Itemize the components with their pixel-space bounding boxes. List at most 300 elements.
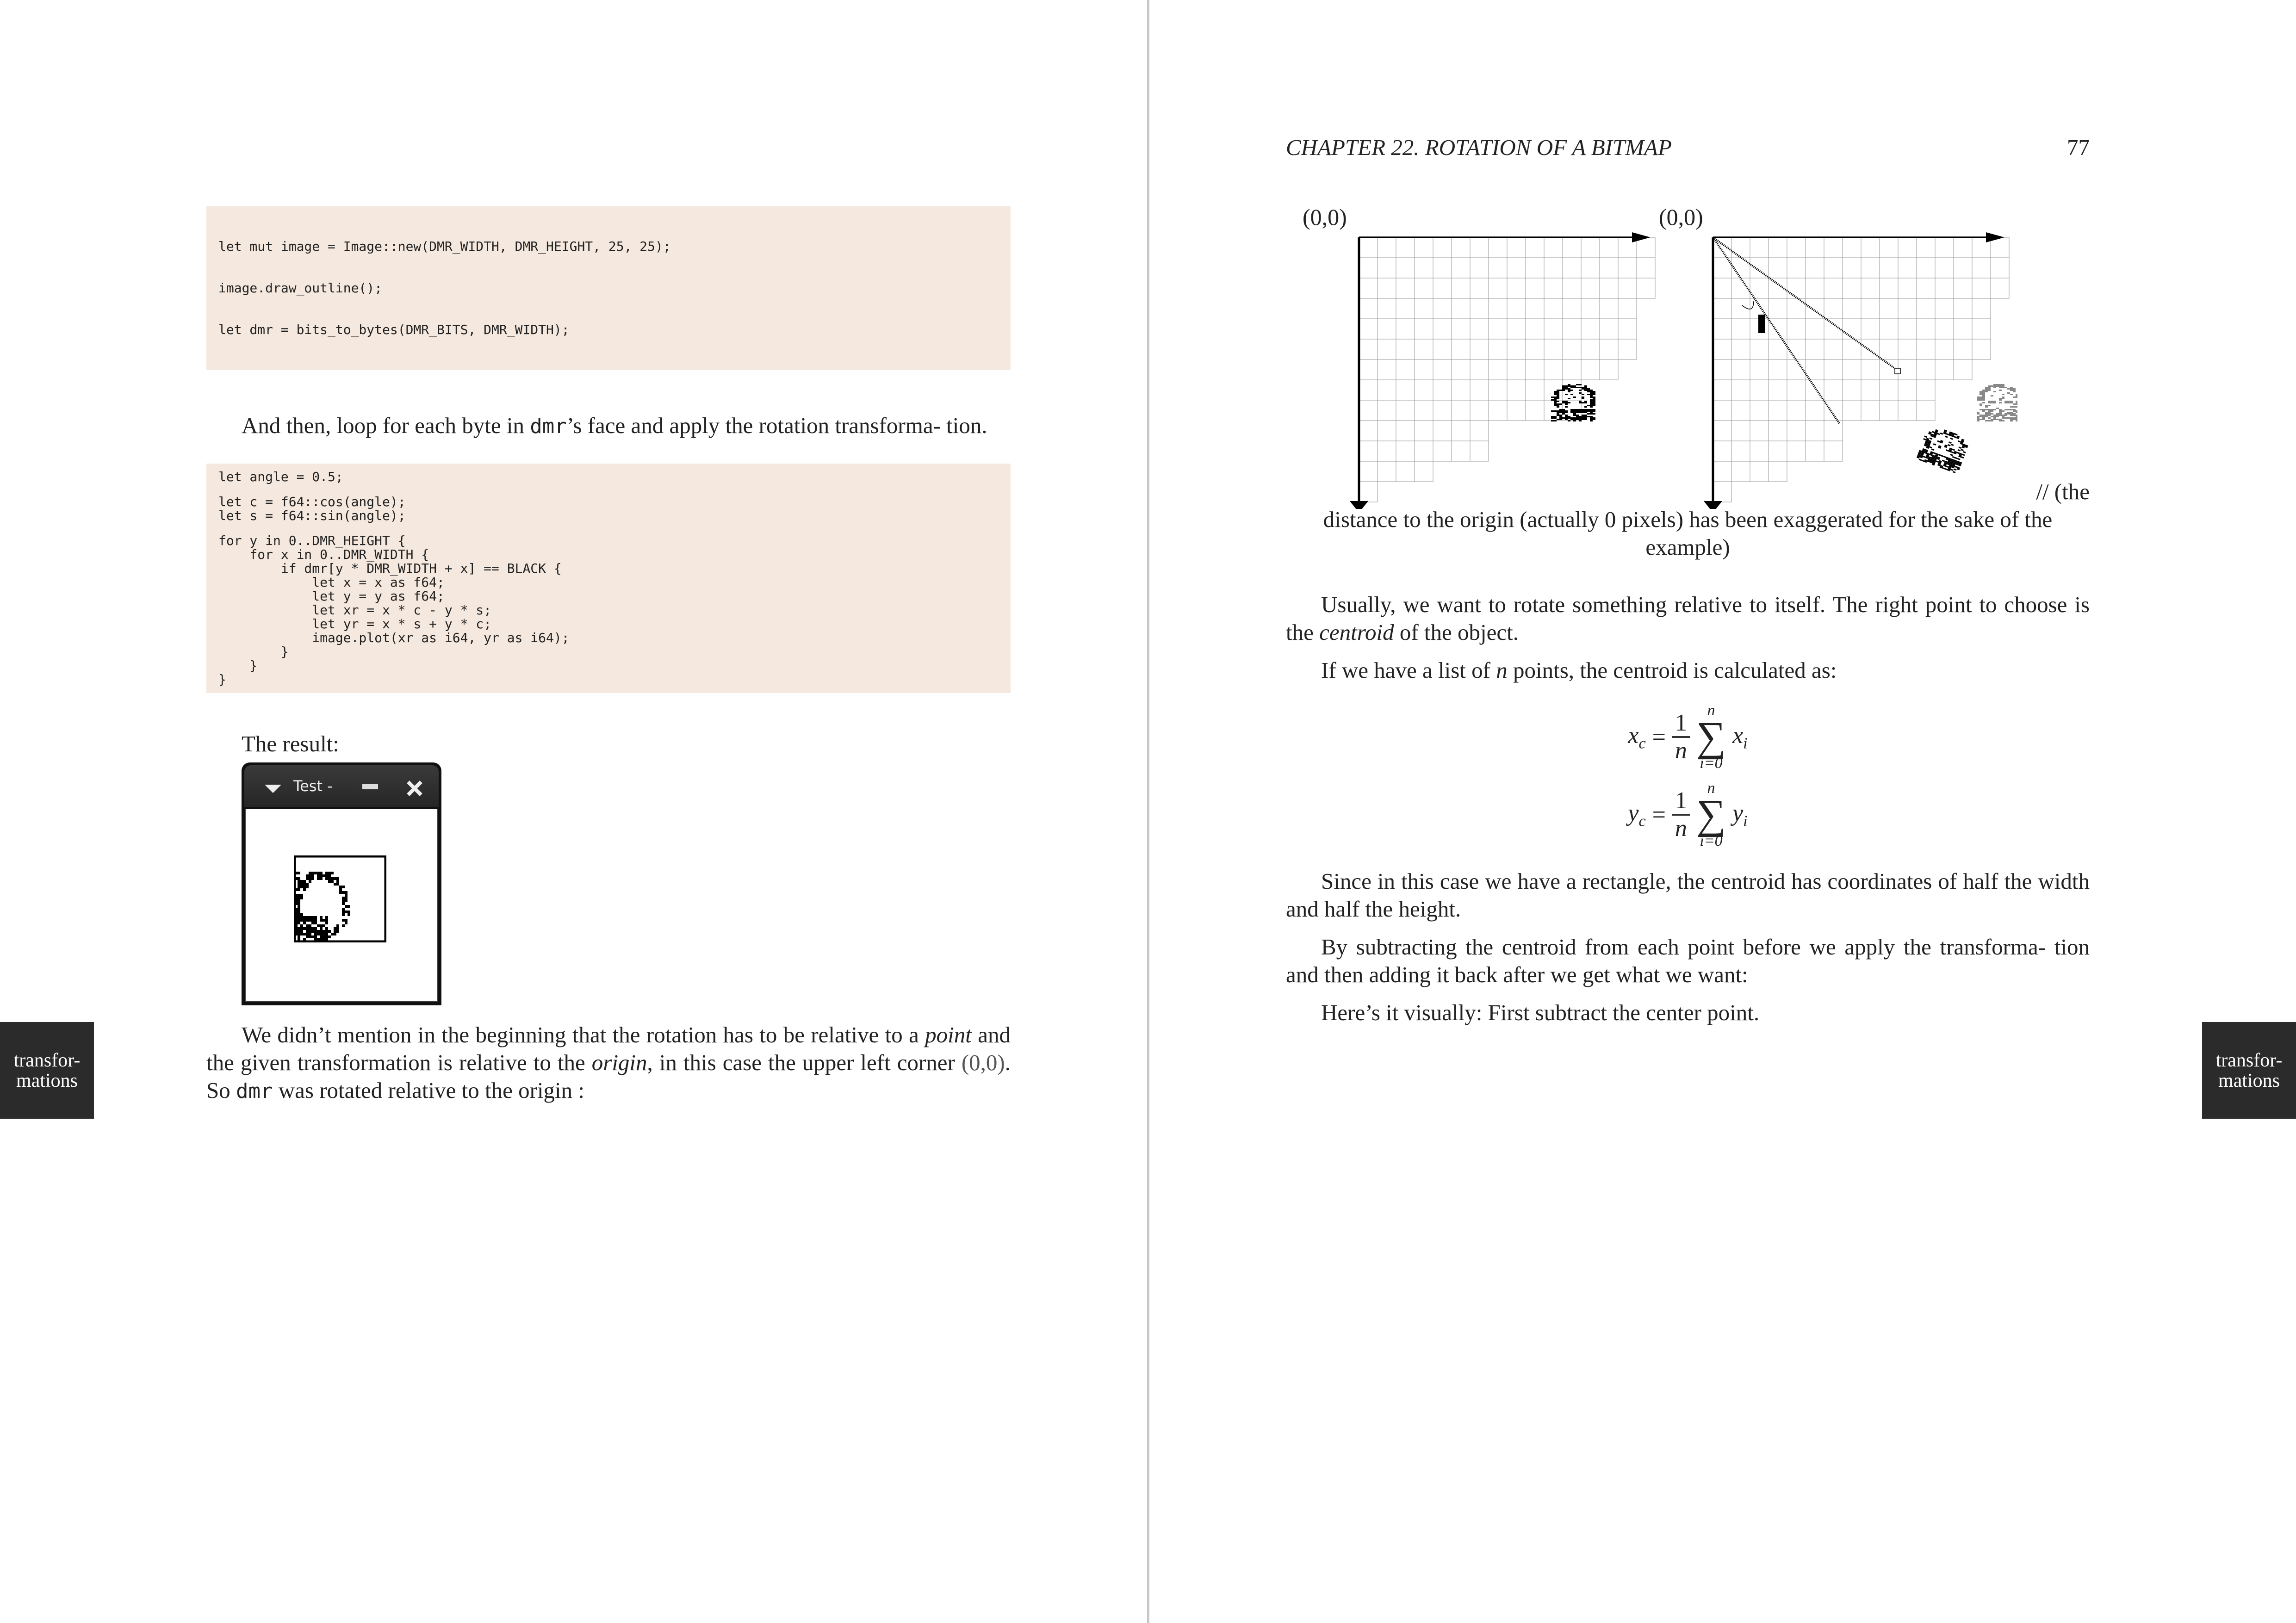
side-tab-right[interactable]: transfor- mations <box>2202 1022 2296 1119</box>
grid-cell <box>1470 278 1489 298</box>
grid-cell <box>1750 421 1769 441</box>
grid-cell <box>1880 237 1898 258</box>
code-gap <box>218 484 999 495</box>
grid-cell <box>1954 278 1972 298</box>
paragraph-origin <box>206 1021 1011 1105</box>
grid-cell <box>1433 441 1452 461</box>
math-sub: i <box>1743 812 1748 830</box>
grid-cell <box>1600 359 1618 380</box>
grid-cell <box>1713 339 1731 359</box>
math-sub: c <box>1638 735 1646 752</box>
grid-cell <box>1526 400 1544 421</box>
distance-line-rotated <box>1713 237 1839 423</box>
grid-cell <box>1787 400 1806 421</box>
grid-cell <box>1396 258 1415 278</box>
grid-cell <box>1824 421 1843 441</box>
grid-cell <box>1359 400 1378 421</box>
grid-cell <box>1972 339 1991 359</box>
grid-cell <box>1787 278 1806 298</box>
grid-cell <box>1378 421 1396 441</box>
grid-cell <box>1787 319 1806 339</box>
grid-cell <box>1861 400 1880 421</box>
grid-cell <box>1769 359 1787 380</box>
grid-cell <box>1415 339 1433 359</box>
grid-cell <box>1750 339 1769 359</box>
grid-cell <box>1861 380 1880 400</box>
grid-cell <box>1433 319 1452 339</box>
grid-cell <box>1433 339 1452 359</box>
grid-cell <box>1563 298 1581 319</box>
grid-cell <box>1917 298 1935 319</box>
angle-marker <box>1758 315 1765 333</box>
grid-cell <box>1917 319 1935 339</box>
grid-cell <box>1489 278 1507 298</box>
grid-cell <box>1359 421 1378 441</box>
x-axis-arrow-icon <box>1632 232 1651 242</box>
grid-cell <box>1359 339 1378 359</box>
grid-cell <box>1396 319 1415 339</box>
grid-cell <box>1824 237 1843 258</box>
right-page-content <box>1286 478 2090 1027</box>
grid-cell <box>1935 278 1954 298</box>
grid-cell <box>1787 421 1806 441</box>
grid-cell <box>1433 421 1452 441</box>
grid-cell <box>1378 319 1396 339</box>
side-tab-left[interactable]: transfor- mations <box>0 1022 94 1119</box>
distance-line-original <box>1713 237 1897 370</box>
grid-cell <box>1843 298 1861 319</box>
numerator: 1 <box>1672 788 1690 816</box>
grid-cell <box>1806 258 1824 278</box>
code-block-1 <box>206 206 1011 370</box>
grid-cell <box>1713 400 1731 421</box>
x-axis-arrow-icon <box>1986 232 2004 242</box>
grid-cell <box>1991 258 2009 278</box>
math-var: y <box>1732 799 1744 826</box>
grid-cell <box>1433 380 1452 400</box>
grid-cell <box>1415 421 1433 441</box>
emphasis: point <box>925 1022 972 1047</box>
grid-cell <box>1470 421 1489 441</box>
text: was rotated relative to the origin : <box>273 1078 585 1103</box>
grid-cell <box>1563 258 1581 278</box>
grid-cell <box>1526 380 1544 400</box>
grid-cell <box>1898 258 1917 278</box>
code-line: let y = y as f64; <box>218 588 445 604</box>
grid-cell <box>1731 441 1750 461</box>
grid-cell <box>1581 359 1600 380</box>
grid-cell <box>1415 380 1433 400</box>
grid-cell <box>1359 359 1378 380</box>
grid-cell <box>1581 298 1600 319</box>
sum-icon: ∑ <box>1696 792 1726 837</box>
page-divider <box>1147 0 1149 1623</box>
grid-cell <box>1600 339 1618 359</box>
grid-cell <box>1898 359 1917 380</box>
grid-cell <box>1954 319 1972 339</box>
grid-cell <box>1359 319 1378 339</box>
grid-cell <box>1563 319 1581 339</box>
code-line: for y in 0..DMR_HEIGHT { <box>218 533 406 548</box>
grid-cell <box>1731 421 1750 441</box>
grid-cell <box>1581 278 1600 298</box>
grid-cell <box>1618 298 1637 319</box>
grid-cell <box>1378 258 1396 278</box>
grid-cell <box>1731 400 1750 421</box>
sum-icon: ∑ <box>1696 714 1726 760</box>
grid-cell <box>1917 258 1935 278</box>
grid-cell <box>1898 298 1917 319</box>
grid-cell <box>1433 278 1452 298</box>
close-icon[interactable] <box>406 780 423 797</box>
code-line: let mut image = Image::new(DMR_WIDTH, DMR_HEIGHT, 25, 25); <box>218 239 671 254</box>
code-line: let c = f64::cos(angle); <box>218 494 406 509</box>
text: By subtracting the centroid from each point before we apply the transforma- tion and then adding it back after we get what we want: <box>1286 934 2090 987</box>
grid-cell <box>1378 380 1396 400</box>
grid-cell <box>1378 359 1396 380</box>
text: . So <box>206 1050 1011 1103</box>
grid-cell <box>1396 421 1415 441</box>
grid-cell <box>1544 298 1563 319</box>
grid-cell <box>1787 237 1806 258</box>
code-line: for x in 0..DMR_WIDTH { <box>218 547 429 562</box>
grid-cell <box>1991 278 2009 298</box>
grid-cell <box>1396 359 1415 380</box>
window-title: Test - <box>293 777 333 795</box>
grid-cell <box>1972 278 1991 298</box>
grid-cell <box>1843 380 1861 400</box>
grid-cell <box>1935 359 1954 380</box>
grid-cell <box>1507 237 1526 258</box>
window-titlebar[interactable] <box>244 765 439 807</box>
grid-cell <box>1396 278 1415 298</box>
grid-cell <box>1769 380 1787 400</box>
grid-cell <box>1396 441 1415 461</box>
grid-cell <box>1378 237 1396 258</box>
grid-cell <box>1843 237 1861 258</box>
text: , in this case the upper left corner <box>647 1050 962 1075</box>
origin-label-right: (0,0) <box>1659 204 1703 230</box>
code-line: let yr = x * s + y * c; <box>218 616 492 632</box>
text: Usually, we want to rotate something relative to itself. The right point to choose is the <box>1286 592 2090 645</box>
grid-cell <box>1880 278 1898 298</box>
code-gap <box>218 523 999 534</box>
code-line: let x = x as f64; <box>218 575 445 590</box>
grid-cell <box>1954 298 1972 319</box>
grid-cell <box>1396 400 1415 421</box>
grid-cell <box>1415 319 1433 339</box>
grid-cell <box>1972 298 1991 319</box>
grid-cell <box>1489 298 1507 319</box>
paragraph-list <box>1286 657 2090 684</box>
grid-cell <box>1452 237 1470 258</box>
grid-cell <box>1359 278 1378 298</box>
grid-cell <box>1415 441 1433 461</box>
grid-cell <box>1507 400 1526 421</box>
sum-upper: n <box>1707 702 1715 719</box>
grid-cell <box>1843 359 1861 380</box>
grid-cell <box>1935 298 1954 319</box>
grid-cell <box>1378 441 1396 461</box>
grid-cell <box>1359 380 1378 400</box>
grid-cell <box>1972 258 1991 278</box>
grid-cell <box>1769 441 1787 461</box>
rotation-figure <box>1342 222 2017 509</box>
grid-cell <box>1507 339 1526 359</box>
grid-cell <box>1452 339 1470 359</box>
grid-cell <box>1935 319 1954 339</box>
grid-cell <box>1526 298 1544 319</box>
text: Since in this case we have a rectangle, the centroid has coordinates of half the width and half the height. <box>1286 868 2090 922</box>
grid-cell <box>1415 400 1433 421</box>
grid-cell <box>1843 319 1861 339</box>
grid-cell <box>1917 339 1935 359</box>
grid-cell <box>1415 359 1433 380</box>
denominator: n <box>1675 815 1687 842</box>
code-line: if dmr[y * DMR_WIDTH + x] == BLACK { <box>218 561 562 576</box>
text: ’s face and apply the rotation transforma- tion. <box>566 413 987 438</box>
grid-cell <box>1713 380 1731 400</box>
grid-cell <box>1433 400 1452 421</box>
grid-cell <box>1769 258 1787 278</box>
grid-cell <box>1507 258 1526 278</box>
grid-cell <box>1750 380 1769 400</box>
emphasis: origin <box>591 1050 647 1075</box>
grid-cell <box>1396 339 1415 359</box>
text: Here’s it visually: First subtract the center point. <box>1321 1000 1760 1025</box>
grid-cell <box>1843 258 1861 278</box>
formula-yc <box>1286 781 2090 849</box>
origin-label-left: (0,0) <box>1303 204 1347 230</box>
grid-cell <box>1935 258 1954 278</box>
face-bitmap <box>1551 384 1595 421</box>
grid-cell <box>1489 319 1507 339</box>
grid-cell <box>1415 258 1433 278</box>
grid-cell <box>1526 237 1544 258</box>
triangle-down-icon[interactable] <box>265 785 281 794</box>
grid-cell <box>1787 441 1806 461</box>
grid-cell <box>1806 400 1824 421</box>
point-marker <box>1895 368 1900 374</box>
grid-cell <box>1713 278 1731 298</box>
grid-cell <box>1470 339 1489 359</box>
grid-cell <box>1470 258 1489 278</box>
grid-cell <box>1507 380 1526 400</box>
grid-cell <box>1824 298 1843 319</box>
grid-cell <box>1452 441 1470 461</box>
grid-cell <box>1769 400 1787 421</box>
grid-cell <box>1713 359 1731 380</box>
grid-cell <box>1917 400 1935 421</box>
grid-cell <box>1470 359 1489 380</box>
grid-cell <box>1843 278 1861 298</box>
grid-cell <box>1489 380 1507 400</box>
grid-cell <box>1618 278 1637 298</box>
grid-cell <box>1750 237 1769 258</box>
chapter-header: CHAPTER 22. ROTATION OF A BITMAP <box>1286 135 1672 160</box>
grid-cell <box>1806 421 1824 441</box>
grid-left <box>1350 232 1655 509</box>
paragraph-visual <box>1286 999 2090 1027</box>
grid-cell <box>1954 359 1972 380</box>
grid-cell <box>1470 441 1489 461</box>
grid-cell <box>1470 319 1489 339</box>
grid-cell <box>1396 380 1415 400</box>
grid-cell <box>1880 298 1898 319</box>
grid-cell <box>1806 319 1824 339</box>
code-line: let dmr = bits_to_bytes(DMR_BITS, DMR_WIDTH); <box>218 322 570 337</box>
grid-cell <box>1637 278 1655 298</box>
math-sub: c <box>1638 812 1646 830</box>
grid-cell <box>1470 298 1489 319</box>
grid-cell <box>1824 319 1843 339</box>
grid-cell <box>1452 278 1470 298</box>
text: points, the centroid is calculated as: <box>1507 657 1837 683</box>
grid-cell <box>1452 319 1470 339</box>
grid-cell <box>1731 359 1750 380</box>
grid-cell <box>1563 339 1581 359</box>
paragraph-rectangle <box>1286 867 2090 923</box>
grid-cell <box>1452 421 1470 441</box>
result-label: The result: <box>242 731 339 756</box>
grid-cell <box>1880 380 1898 400</box>
grid-cell <box>1843 400 1861 421</box>
grid-cell <box>1415 237 1433 258</box>
math-var: x <box>1628 722 1639 749</box>
grid-cell <box>1452 359 1470 380</box>
grid-cell <box>1861 298 1880 319</box>
inline-code: dmr <box>236 1079 273 1103</box>
grid-cell <box>1861 258 1880 278</box>
test-window <box>242 762 441 1005</box>
minimize-icon[interactable] <box>362 784 378 789</box>
text: And then, loop for each byte in <box>242 413 530 438</box>
grid-cell <box>1880 319 1898 339</box>
grid-cell <box>1526 319 1544 339</box>
grid-cell <box>1713 421 1731 441</box>
grid-cell <box>1526 278 1544 298</box>
left-page-content <box>206 206 1011 1105</box>
grid-cell <box>1637 258 1655 278</box>
grid-cell <box>1824 278 1843 298</box>
grid-cell <box>1769 298 1787 319</box>
grid-cell <box>1750 359 1769 380</box>
grid-cell <box>1378 339 1396 359</box>
grid-cell <box>1861 359 1880 380</box>
formula-xc <box>1286 703 2090 771</box>
sum-upper: n <box>1707 780 1715 797</box>
grid-cell <box>1917 237 1935 258</box>
grid-cell <box>1600 319 1618 339</box>
caption-line-2: distance to the origin (actually 0 pixels) has been exaggerated for the sake of the <box>1323 507 2053 532</box>
grid-cell <box>1618 339 1637 359</box>
code-line: } <box>218 672 226 687</box>
grid-cell <box>1470 380 1489 400</box>
grid-cell <box>1359 441 1378 461</box>
code-line: let s = f64::sin(angle); <box>218 508 406 523</box>
paragraph-subtract <box>1286 933 2090 989</box>
code-line: } <box>218 658 258 673</box>
grid-cell <box>1843 339 1861 359</box>
grid-cell <box>1898 237 1917 258</box>
grid-cell <box>1544 339 1563 359</box>
grid-cell <box>1898 278 1917 298</box>
grid-cell <box>1433 237 1452 258</box>
code-line: image.plot(xr as i64, yr as i64); <box>218 630 570 645</box>
grid-cell <box>1806 237 1824 258</box>
text: and the given transformation is relative to the <box>206 1022 1011 1075</box>
grid-cell <box>1581 258 1600 278</box>
grid-cell <box>1954 237 1972 258</box>
grid-cell <box>1452 298 1470 319</box>
emphasis: centroid <box>1319 619 1394 645</box>
angle-arc <box>1742 301 1754 309</box>
code-line: let xr = x * c - y * s; <box>218 602 492 618</box>
grid-cell <box>1507 278 1526 298</box>
grid-cell <box>1581 237 1600 258</box>
grid-cell <box>1359 258 1378 278</box>
grid-cell <box>1507 359 1526 380</box>
grid-cell <box>1898 339 1917 359</box>
grid-cell <box>1713 319 1731 339</box>
grid-cell <box>1787 298 1806 319</box>
grid-cell <box>1544 319 1563 339</box>
grid-cell <box>1563 237 1581 258</box>
grid-cell <box>1378 278 1396 298</box>
equals-sign: = <box>1652 724 1666 750</box>
sum-lower: i=0 <box>1700 755 1723 772</box>
grid-cell <box>1563 278 1581 298</box>
grid-cell <box>1396 237 1415 258</box>
grid-cell <box>1935 339 1954 359</box>
grid-cell <box>1489 237 1507 258</box>
grid-cell <box>1880 400 1898 421</box>
grid-cell <box>1917 359 1935 380</box>
grid-cell <box>1898 319 1917 339</box>
grid-cell <box>1600 278 1618 298</box>
grid-cell <box>1470 237 1489 258</box>
grid-cell <box>1861 237 1880 258</box>
caption-line-1: // (the <box>2036 479 2090 504</box>
grid-cell <box>1731 319 1750 339</box>
grid-cell <box>1359 298 1378 319</box>
grid-cell <box>1824 441 1843 461</box>
grid-cell <box>1415 278 1433 298</box>
page-number: 77 <box>2067 135 2090 160</box>
denominator: n <box>1675 737 1687 764</box>
grid-cell <box>1731 380 1750 400</box>
grid-cell <box>1378 298 1396 319</box>
text: If we have a list of <box>1321 657 1496 683</box>
grid-cell <box>1824 400 1843 421</box>
grid-cell <box>1544 278 1563 298</box>
window-canvas <box>245 809 438 1002</box>
grid-cell <box>1526 339 1544 359</box>
grid-cell <box>1972 319 1991 339</box>
grid-cell <box>1433 359 1452 380</box>
rotated-face-bitmap <box>294 855 386 942</box>
grid-cell <box>1489 258 1507 278</box>
face-bitmap <box>1977 384 2017 421</box>
grid-cell <box>1954 258 1972 278</box>
math-var: x <box>1732 722 1744 749</box>
grid-cell <box>1563 359 1581 380</box>
grid-cell <box>1824 339 1843 359</box>
math-origin: (0,0) <box>961 1050 1005 1075</box>
caption-line-3: example) <box>1645 534 1730 560</box>
grid-cell <box>1806 278 1824 298</box>
grid-cell <box>1824 359 1843 380</box>
